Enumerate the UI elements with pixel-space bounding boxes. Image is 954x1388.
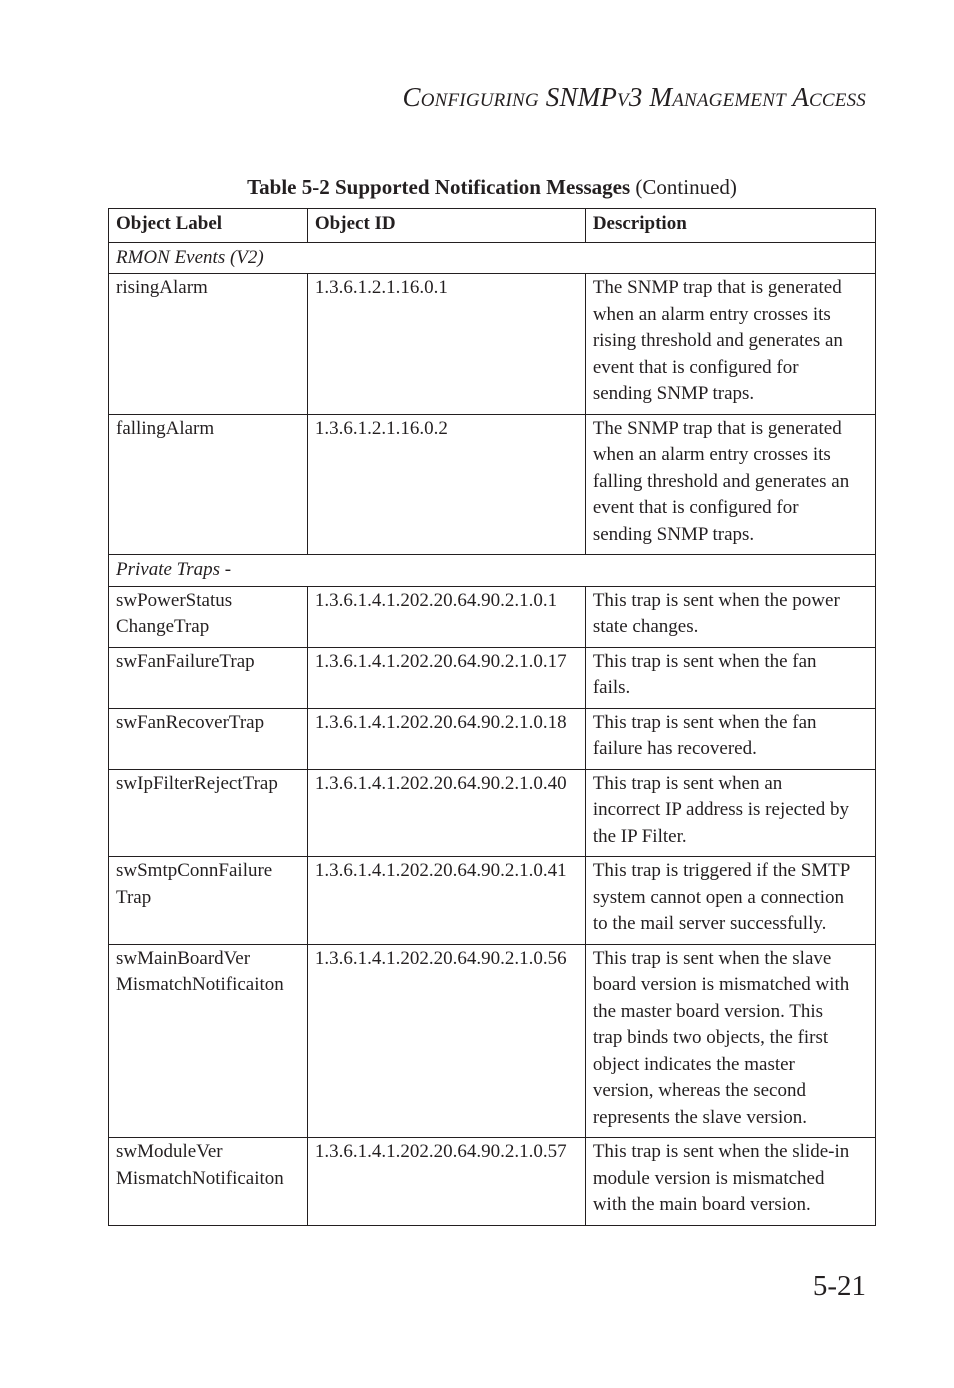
column-header-object-id: Object ID	[307, 209, 585, 243]
object-label-cell: swIpFilterRejectTrap	[109, 769, 308, 857]
object-id-cell: 1.3.6.1.4.1.202.20.64.90.2.1.0.56	[307, 944, 585, 1138]
group-row-rmon-events	[109, 242, 876, 274]
notification-table	[108, 208, 876, 1226]
object-id-cell: 1.3.6.1.4.1.202.20.64.90.2.1.0.18	[307, 708, 585, 769]
table-row	[109, 274, 876, 415]
table-row	[109, 586, 876, 647]
description-cell: This trap is sent when the fan failure has recovered.	[585, 708, 875, 769]
description-cell: This trap is sent when the slide-in module version is mismatched with the main board version.	[585, 1138, 875, 1226]
object-id-cell: 1.3.6.1.4.1.202.20.64.90.2.1.0.41	[307, 857, 585, 945]
description-cell: This trap is sent when the slave board version is mismatched with the master board version. This trap binds two objects, the first object indicates the master version, whereas the second represents the slave version.	[585, 944, 875, 1138]
object-id-cell: 1.3.6.1.4.1.202.20.64.90.2.1.0.1	[307, 586, 585, 647]
object-label-cell: fallingAlarm	[109, 414, 308, 555]
object-label-cell: risingAlarm	[109, 274, 308, 415]
object-label-cell: swFanFailureTrap	[109, 647, 308, 708]
table-row	[109, 944, 876, 1138]
group-row-private-traps	[109, 555, 876, 587]
object-label-cell: swPowerStatus ChangeTrap	[109, 586, 308, 647]
table-row	[109, 1138, 876, 1226]
object-id-cell: 1.3.6.1.2.1.16.0.2	[307, 414, 585, 555]
table-row	[109, 708, 876, 769]
table-row	[109, 414, 876, 555]
description-cell: The SNMP trap that is generated when an alarm entry crosses its rising threshold and generates an event that is configured for sending SNMP traps.	[585, 274, 875, 415]
running-header: Configuring SNMPv3 Management Access	[402, 82, 866, 112]
description-cell: This trap is sent when the power state changes.	[585, 586, 875, 647]
description-cell: The SNMP trap that is generated when an alarm entry crosses its falling threshold and generates an event that is configured for sending SNMP traps.	[585, 414, 875, 555]
object-id-cell: 1.3.6.1.4.1.202.20.64.90.2.1.0.57	[307, 1138, 585, 1226]
description-cell: This trap is sent when an incorrect IP address is rejected by the IP Filter.	[585, 769, 875, 857]
object-id-cell: 1.3.6.1.2.1.16.0.1	[307, 274, 585, 415]
table-row	[109, 857, 876, 945]
object-label-cell: swMainBoardVer MismatchNotificaiton	[109, 944, 308, 1138]
table-row	[109, 647, 876, 708]
column-header-description: Description	[585, 209, 875, 243]
object-label-cell: swFanRecoverTrap	[109, 708, 308, 769]
object-id-cell: 1.3.6.1.4.1.202.20.64.90.2.1.0.40	[307, 769, 585, 857]
group-label-private-traps: Private Traps -	[109, 555, 876, 587]
object-id-cell: 1.3.6.1.4.1.202.20.64.90.2.1.0.17	[307, 647, 585, 708]
column-header-object-label: Object Label	[109, 209, 308, 243]
object-label-cell: swSmtpConnFailure Trap	[109, 857, 308, 945]
group-label-rmon-events: RMON Events (V2)	[109, 242, 876, 274]
table-caption	[108, 175, 876, 200]
page-number: 5-21	[812, 1270, 866, 1302]
table-caption-suffix: (Continued)	[635, 175, 737, 199]
description-cell: This trap is sent when the fan fails.	[585, 647, 875, 708]
object-label-cell: swModuleVer MismatchNotificaiton	[109, 1138, 308, 1226]
table-header-row	[109, 209, 876, 243]
table-caption-label: Table 5-2 Supported Notification Messages	[247, 175, 631, 199]
description-cell: This trap is triggered if the SMTP system cannot open a connection to the mail server successfully.	[585, 857, 875, 945]
table-row	[109, 769, 876, 857]
